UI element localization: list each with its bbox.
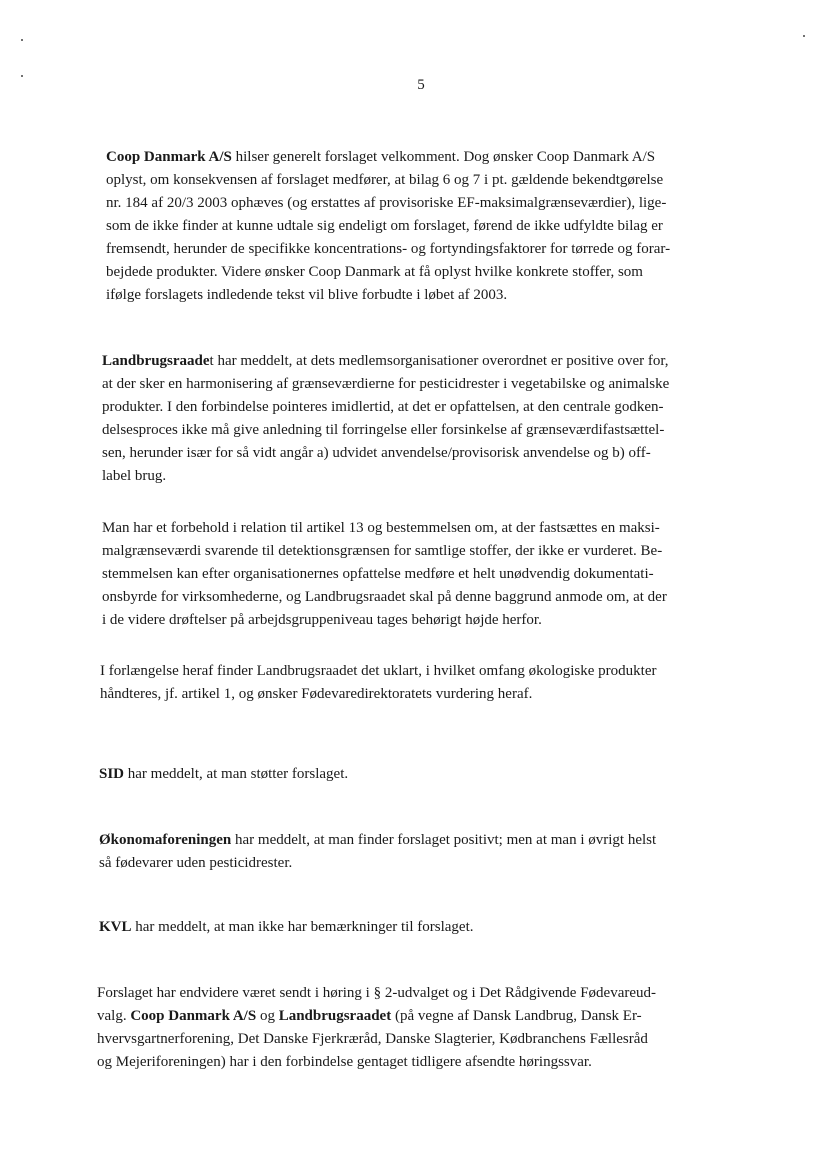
text-line bbox=[102, 517, 667, 540]
text-run: Man har et forbehold i relation til artikel 13 og bestemmelsen om, at der fastsættes en maksi- bbox=[102, 520, 660, 536]
text-run: sen, herunder især for så vidt angår a) udvidet anvendelse/provisorisk anvendelse og b) off- bbox=[102, 445, 651, 461]
text-run: ifølge forslagets indledende tekst vil blive forbudte i løbet af 2003. bbox=[106, 287, 508, 303]
text-run: hvervsgartnerforening, Det Danske Fjerkræråd, Danske Slagterier, Kødbranchens Fællesråd bbox=[97, 1031, 648, 1047]
paragraph-landbrugsraadet bbox=[102, 350, 669, 488]
text-run: label brug. bbox=[102, 468, 167, 484]
text-run: bejdede produkter. Videre ønsker Coop Danmark at få oplyst hvilke konkrete stoffer, som bbox=[106, 264, 643, 280]
text-line bbox=[102, 419, 669, 442]
text-line bbox=[102, 373, 669, 396]
text-line bbox=[106, 215, 670, 238]
text-run: i de videre drøftelser på arbejdsgruppeniveau tages behørigt højde herfor. bbox=[102, 612, 542, 628]
text-line bbox=[102, 465, 669, 488]
paragraph-forbehold bbox=[102, 517, 667, 632]
text-run: stemmelsen kan efter organisationernes opfattelse medføre et helt unødvendig dokumentati- bbox=[102, 566, 654, 582]
text-line bbox=[100, 660, 657, 683]
text-run: håndteres, jf. artikel 1, og ønsker Fødevaredirektoratets vurdering heraf. bbox=[100, 686, 533, 702]
bold-organisation-name: Coop Danmark A/S bbox=[106, 149, 232, 165]
text-run: malgrænseværdi svarende til detektionsgrænsen for samtlige stoffer, der ikke er vurderet. Be- bbox=[102, 543, 663, 559]
text-run: fremsendt, herunder de specifikke koncentrations- og fortyndingsfaktorer for tørrede og forar- bbox=[106, 241, 671, 257]
text-line bbox=[106, 169, 670, 192]
text-run: oplyst, om konsekvensen af forslaget medfører, at bilag 6 og 7 i pt. gældende bekendtgørelse bbox=[106, 172, 664, 188]
text-line bbox=[102, 350, 669, 373]
text-line bbox=[106, 192, 670, 215]
paragraph-sid bbox=[99, 763, 348, 786]
text-line bbox=[102, 442, 669, 465]
text-line bbox=[106, 261, 670, 284]
text-run: Forslaget har endvidere været sendt i høring i § 2-udvalget og i Det Rådgivende Fødevareud- bbox=[97, 985, 657, 1001]
bold-organisation-name: KVL bbox=[99, 919, 132, 935]
page-number: 5 bbox=[417, 77, 425, 93]
paragraph-oekonomaforeningen bbox=[99, 829, 656, 875]
text-run: har meddelt, at man finder forslaget positivt; men at man i øvrigt helst bbox=[231, 832, 657, 848]
text-run: onsbyrde for virksomhederne, og Landbrugsraadet skal på denne baggrund anmode om, at der bbox=[102, 589, 667, 605]
paragraph-hoering bbox=[97, 982, 656, 1074]
bold-organisation-name: Landbrugsraadet bbox=[278, 1008, 392, 1024]
text-run: I forlængelse heraf finder Landbrugsraadet det uklart, i hvilket omfang økologiske produkter bbox=[100, 663, 657, 679]
text-run: nr. 184 af 20/3 2003 ophæves (og erstattes af provisoriske EF-maksimalgrænseværdier), lige- bbox=[106, 195, 667, 211]
text-line bbox=[99, 829, 656, 852]
paragraph-kvl bbox=[99, 916, 474, 939]
paragraph-coop-danmark bbox=[106, 146, 670, 307]
text-line bbox=[97, 1028, 656, 1051]
text-line bbox=[102, 540, 667, 563]
text-run: t har meddelt, at dets medlemsorganisationer overordnet er positive over for, bbox=[209, 353, 669, 369]
text-run: produkter. I den forbindelse pointeres imidlertid, at det er opfattelsen, at den centrale godken- bbox=[102, 399, 664, 415]
text-line bbox=[102, 563, 667, 586]
text-run: (på vegne af Dansk Landbrug, Dansk Er- bbox=[391, 1008, 642, 1024]
text-line bbox=[106, 284, 670, 307]
scan-speck bbox=[21, 39, 23, 41]
text-line bbox=[106, 146, 670, 169]
text-line bbox=[97, 1005, 656, 1028]
text-run: har meddelt, at man støtter forslaget. bbox=[124, 766, 349, 782]
text-line bbox=[102, 586, 667, 609]
scan-speck bbox=[803, 35, 805, 37]
text-line bbox=[102, 396, 669, 419]
text-run: som de ikke finder at kunne udtale sig endeligt om forslaget, førend de ikke udfyldte bilag er bbox=[106, 218, 663, 234]
text-run: valg. bbox=[97, 1008, 131, 1024]
text-line bbox=[97, 1051, 656, 1074]
scan-speck bbox=[21, 75, 23, 77]
paragraph-oekologiske-produkter bbox=[100, 660, 657, 706]
text-line bbox=[97, 982, 656, 1005]
bold-organisation-name: Økonomaforeningen bbox=[99, 832, 232, 848]
bold-organisation-name: Coop Danmark A/S bbox=[130, 1008, 257, 1024]
text-run: og bbox=[256, 1008, 279, 1024]
text-run: har meddelt, at man ikke har bemærkninger til forslaget. bbox=[131, 919, 474, 935]
text-line bbox=[106, 238, 670, 261]
text-line bbox=[99, 916, 474, 939]
text-line bbox=[99, 852, 656, 875]
text-line bbox=[100, 683, 657, 706]
text-line bbox=[102, 609, 667, 632]
text-line bbox=[99, 763, 348, 786]
bold-organisation-name: Landbrugsraade bbox=[102, 353, 210, 369]
bold-organisation-name: SID bbox=[99, 766, 125, 782]
text-run: delsesproces ikke må give anledning til forringelse eller forsinkelse af grænseværdifastsættel- bbox=[102, 422, 665, 438]
text-run: så fødevarer uden pesticidrester. bbox=[99, 855, 293, 871]
text-run: hilser generelt forslaget velkomment. Dog ønsker Coop Danmark A/S bbox=[231, 149, 656, 165]
text-run: at der sker en harmonisering af grænseværdierne for pesticidrester i vegetabilske og animalske bbox=[102, 376, 670, 392]
text-run: og Mejeriforeningen) har i den forbindelse gentaget tidligere afsendte høringssvar. bbox=[97, 1054, 592, 1070]
